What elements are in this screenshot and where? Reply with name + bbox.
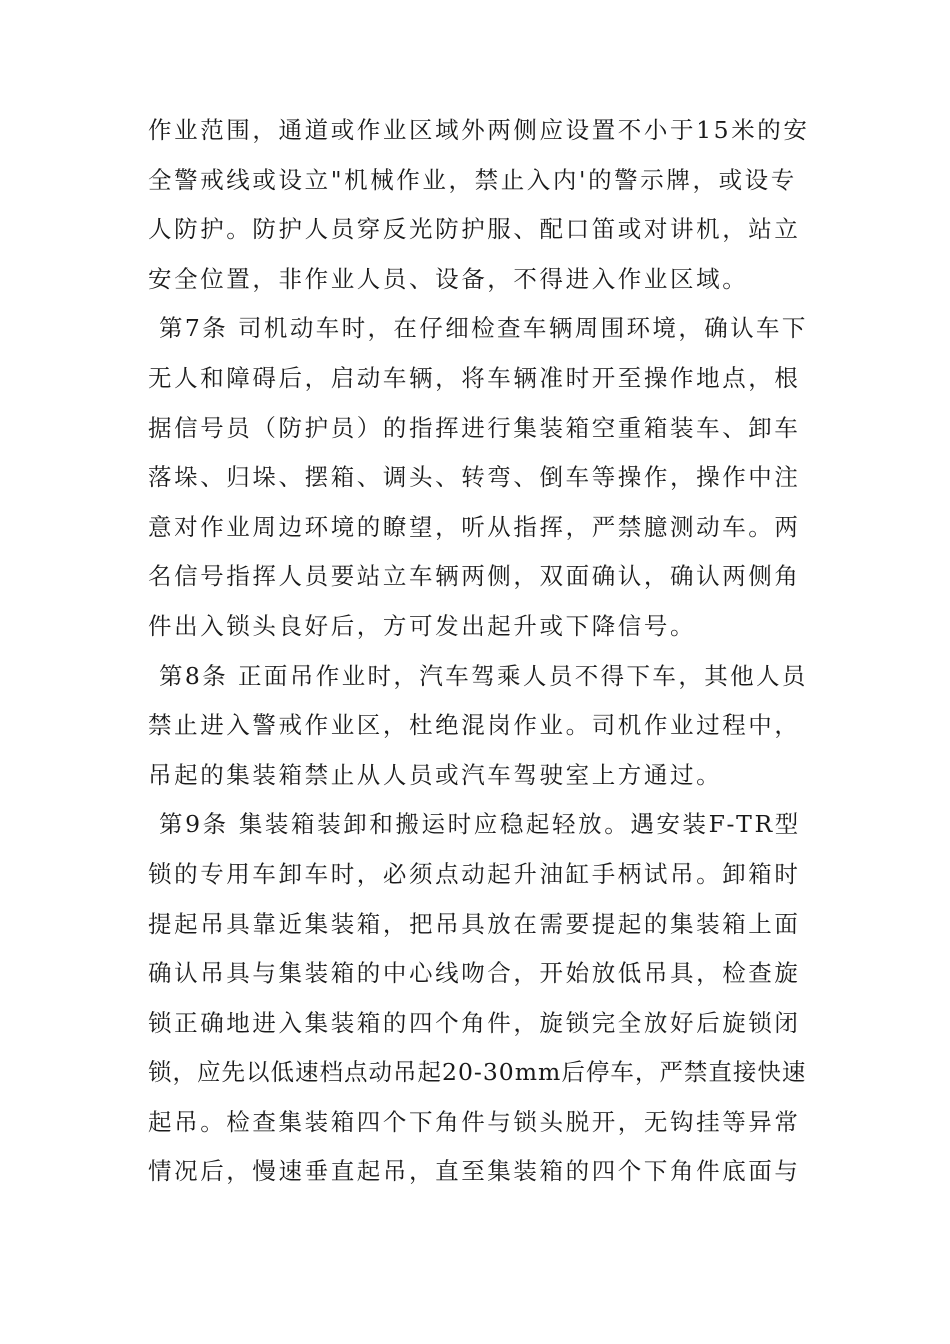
text-line: 作业范围，通道或作业区域外两侧应设置不小于15米的安: [148, 116, 810, 144]
article-line: 第9条 集装箱装卸和搬运时应稳起轻放。遇安装F-TR型: [159, 810, 801, 839]
text-line: 确认吊具与集装箱的中心线吻合，开始放低吊具，检查旋: [148, 959, 801, 988]
text-line: 起吊。检查集装箱四个下角件与锁头脱开，无钩挂等异常: [148, 1107, 801, 1136]
text-line: 据信号员（防护员）的指挥进行集装箱空重箱装车、卸车: [148, 413, 801, 442]
text-line: 意对作业周边环境的瞭望，听从指挥，严禁臆测动车。两: [148, 512, 801, 541]
text-line: 吊起的集装箱禁止从人员或汽车驾驶室上方通过。: [148, 760, 723, 789]
body-text: [148, 106, 810, 1197]
text-line: 人防护。防护人员穿反光防护服、配口笛或对讲机，站立: [148, 215, 801, 244]
text-line: 安全位置，非作业人员、设备，不得进入作业区域。: [148, 264, 749, 293]
text-line: 提起吊具靠近集装箱，把吊具放在需要提起的集装箱上面: [148, 909, 801, 938]
text-line: 件出入锁头良好后，方可发出起升或下降信号。: [148, 611, 697, 640]
article-line: 第8条 正面吊作业时，汽车驾乘人员不得下车，其他人员: [159, 661, 808, 690]
article-line: 第7条 司机动车时，在仔细检查车辆周围环境，确认车下: [159, 314, 808, 343]
text-line: 锁正确地进入集装箱的四个角件，旋锁完全放好后旋锁闭: [148, 1008, 801, 1037]
text-line: 无人和障碍后，启动车辆，将车辆准时开至操作地点，根: [148, 363, 801, 392]
text-line: 锁的专用车卸车时，必须点动起升油缸手柄试吊。卸箱时: [148, 859, 801, 888]
text-line: 落垛、归垛、摆箱、调头、转弯、倒车等操作，操作中注: [148, 463, 801, 492]
text-line: 锁，应先以低速档点动吊起20-30mm后停车，严禁直接快速: [148, 1058, 807, 1087]
text-line: 情况后，慢速垂直起吊，直至集装箱的四个下角件底面与: [148, 1157, 801, 1186]
text-line: 禁止进入警戒作业区，杜绝混岗作业。司机作业过程中，: [148, 711, 801, 740]
text-line: 全警戒线或设立"机械作业，禁止入内'的警示牌，或设专: [148, 165, 797, 194]
text-line: 名信号指挥人员要站立车辆两侧，双面确认，确认两侧角: [148, 562, 801, 591]
